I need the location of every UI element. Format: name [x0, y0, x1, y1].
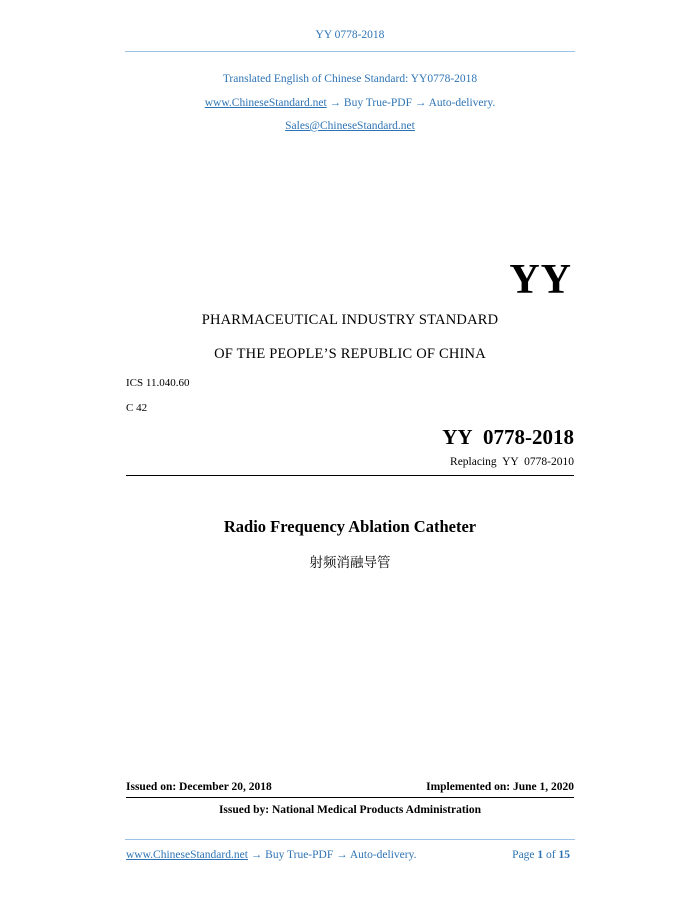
- promo-text: Translated English of Chinese Standard: YY0778-2018: [222, 73, 478, 85]
- header-divider: [125, 51, 575, 52]
- page-label: Page: [512, 849, 535, 861]
- promo-email-link[interactable]: Sales@ChineseStandard.net: [285, 120, 415, 132]
- running-title: YY 0778-2018: [315, 29, 385, 41]
- standard-code-logo: YY: [509, 257, 572, 303]
- implemented-date: Implemented on: June 1, 2020: [426, 781, 574, 793]
- promo-site-link[interactable]: www.ChineseStandard.net: [204, 97, 327, 109]
- cover-divider: [126, 475, 574, 476]
- document-title-cn: 射频消融导管: [309, 555, 391, 571]
- ccs-code: C 42: [126, 402, 148, 414]
- promo-line-1: [0, 73, 700, 85]
- issue-divider: [126, 797, 574, 798]
- promo-buy-text: → Buy True-PDF → Auto-delivery.: [329, 97, 496, 109]
- footer-promo: [126, 849, 416, 861]
- standard-type-line-1: PHARMACEUTICAL INDUSTRY STANDARD: [201, 312, 499, 328]
- standard-number: YY 0778-2018: [442, 425, 574, 449]
- footer-buy-text: → Buy True-PDF → Auto-delivery.: [250, 849, 417, 861]
- issued-date: Issued on: December 20, 2018: [126, 781, 272, 793]
- replacing-note: Replacing YY 0778-2010: [450, 456, 574, 468]
- running-header: [0, 29, 700, 41]
- footer-site-link[interactable]: www.ChineseStandard.net: [126, 849, 248, 861]
- page-number: [512, 849, 570, 861]
- page-of: of: [546, 849, 556, 861]
- standard-type-line-2: OF THE PEOPLE’S REPUBLIC OF CHINA: [214, 346, 486, 362]
- issuing-authority: Issued by: National Medical Products Administration: [218, 804, 482, 816]
- page-current: 1: [537, 849, 544, 861]
- footer-divider: [125, 839, 575, 840]
- promo-line-3: [0, 120, 700, 132]
- page-total: 15: [558, 849, 570, 861]
- document-title-en: Radio Frequency Ablation Catheter: [223, 517, 477, 536]
- ics-code: ICS 11.040.60: [126, 377, 190, 389]
- promo-line-2: [0, 97, 700, 109]
